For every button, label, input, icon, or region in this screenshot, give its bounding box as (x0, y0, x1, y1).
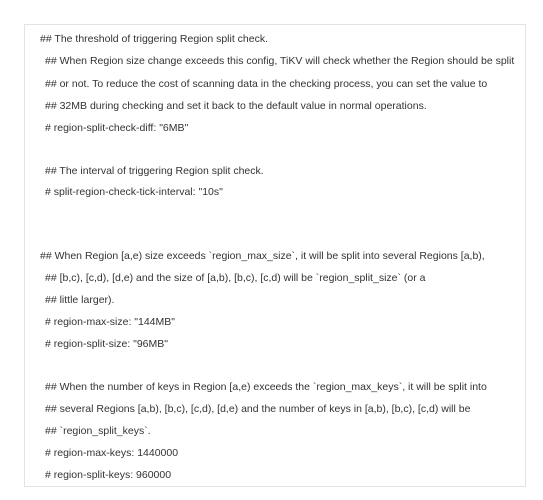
config-line: ## 32MB during checking and set it back to the default value in normal operations. (45, 100, 427, 112)
config-line: # split-region-check-tick-interval: "10s" (45, 186, 223, 198)
config-line: ## When Region size change exceeds this config, TiKV will check whether the Region should be split (45, 55, 515, 67)
config-line: # region-max-keys: 1440000 (45, 447, 179, 459)
config-line: # region-split-keys: 960000 (45, 469, 172, 481)
config-line: ## little larger). (45, 294, 115, 306)
config-text-block (24, 24, 526, 487)
config-line: ## The threshold of triggering Region split check. (40, 33, 269, 45)
config-line: ## or not. To reduce the cost of scanning data in the checking process, you can set the value to (45, 78, 488, 90)
config-line: ## When Region [a,e) size exceeds `region_max_size`, it will be split into several Regions [a,b), (40, 250, 485, 262)
config-line: ## `region_split_keys`. (45, 425, 151, 437)
config-line: # region-split-size: "96MB" (45, 338, 169, 350)
config-line: ## several Regions [a,b), [b,c), [c,d), [d,e) and the number of keys in [a,b), [b,c), [c,d) will be (45, 403, 471, 415)
config-line: # region-split-check-diff: "6MB" (45, 122, 189, 134)
config-line: ## The interval of triggering Region split check. (45, 165, 264, 177)
config-line: # region-max-size: "144MB" (45, 316, 176, 328)
config-line: ## [b,c), [c,d), [d,e) and the size of [a,b), [b,c), [c,d) will be `region_split_size` (or a (45, 272, 426, 284)
config-line: ## When the number of keys in Region [a,e) exceeds the `region_max_keys`, it will be split into (45, 381, 487, 393)
